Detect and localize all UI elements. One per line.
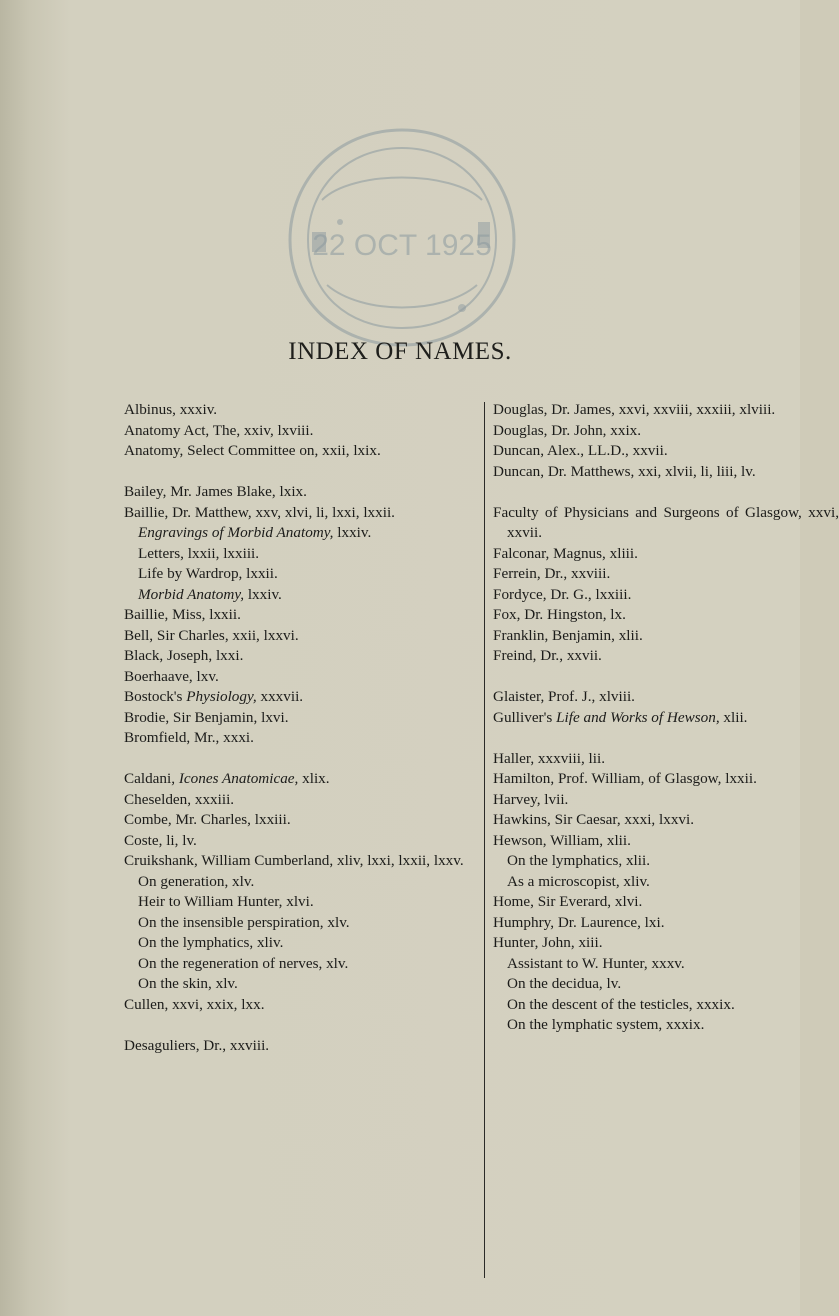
entry-text: As a microscopist, xliv. xyxy=(507,872,650,890)
index-entry xyxy=(124,851,470,872)
index-entry xyxy=(124,441,470,462)
entry-text: Duncan, Dr. Matthews, xxi, xlvii, li, liii, lv. xyxy=(493,462,756,480)
entry-text: On the lymphatics, xliv. xyxy=(138,934,284,951)
entry-text: Boerhaave, lxv. xyxy=(124,667,219,685)
index-entry xyxy=(124,687,470,708)
index-entry xyxy=(124,1036,470,1057)
entry-text: Assistant to W. Hunter, xxxv. xyxy=(507,954,685,972)
entry-text: Coste, li, lv. xyxy=(124,831,197,849)
entry-text: Fox, Dr. Hingston, lx. xyxy=(493,606,626,623)
index-entry xyxy=(124,400,470,421)
entry-text: Combe, Mr. Charles, lxxiii. xyxy=(124,811,291,828)
entry-text: On the lymphatic system, xxxix. xyxy=(507,1016,705,1033)
index-entry xyxy=(493,687,839,708)
entry-title-italic: Physiology, xyxy=(186,688,257,705)
entry-text: Bell, Sir Charles, xxii, lxxvi. xyxy=(124,626,299,644)
entry-text: Douglas, Dr. James, xxvi, xxviii, xxxiii, xlviii. xyxy=(493,401,776,418)
entry-text: Desaguliers, Dr., xxviii. xyxy=(124,1036,270,1054)
index-entry xyxy=(493,421,839,442)
entry-text: Anatomy Act, The, xxiv, lxviii. xyxy=(124,421,314,439)
entry-text: On the decidua, lv. xyxy=(507,975,622,992)
index-entry xyxy=(124,646,470,667)
index-entry xyxy=(493,564,839,585)
entry-text: On the regeneration of nerves, xlv. xyxy=(138,954,349,972)
index-entry xyxy=(493,769,839,790)
index-subentry xyxy=(124,544,470,565)
entry-text: Hawkins, Sir Caesar, xxxi, lxxvi. xyxy=(493,811,695,828)
index-entry xyxy=(124,667,470,688)
index-entry xyxy=(124,728,470,749)
entry-text: Bostock's xyxy=(124,688,187,705)
index-entry xyxy=(493,462,839,483)
entry-text: Duncan, Alex., LL.D., xxvii. xyxy=(493,442,668,459)
index-subentry xyxy=(493,872,839,893)
index-entry xyxy=(124,605,470,626)
index-entry xyxy=(124,810,470,831)
entry-text: On the lymphatics, xlii. xyxy=(507,852,650,869)
index-column-left xyxy=(124,400,470,1056)
entry-text: Fordyce, Dr. G., lxxiii. xyxy=(493,585,632,603)
entry-title-italic: Engravings of Morbid Anatomy, xyxy=(138,524,334,541)
index-entry xyxy=(493,933,839,954)
index-entry xyxy=(493,892,839,913)
index-subentry xyxy=(493,995,839,1016)
entry-text: On the skin, xlv. xyxy=(138,975,238,992)
index-entry xyxy=(124,482,470,503)
entry-text: Baillie, Miss, lxxii. xyxy=(124,606,241,623)
entry-text: Heir to William Hunter, xlvi. xyxy=(138,893,314,910)
entry-pages: xlix. xyxy=(298,770,330,787)
entry-text: lxxiv. xyxy=(333,524,372,541)
entry-text: Bromfield, Mr., xxxi. xyxy=(124,729,254,746)
index-entry xyxy=(493,400,839,421)
index-subentry xyxy=(124,954,470,975)
entry-text: Glaister, Prof. J., xlviii. xyxy=(493,688,635,705)
page-title: INDEX OF NAMES. xyxy=(288,338,512,365)
entry-text: Anatomy, Select Committee on, xxii, lxix. xyxy=(124,442,381,459)
entry-text: On the descent of the testicles, xxxix. xyxy=(507,995,735,1013)
index-subentry xyxy=(493,851,839,872)
index-entry xyxy=(493,441,839,462)
index-entry xyxy=(493,605,839,626)
index-subentry xyxy=(124,974,470,995)
index-entry xyxy=(493,585,839,606)
index-entry xyxy=(493,831,839,852)
library-stamp-icon xyxy=(252,110,552,370)
entry-text: Faculty of Physicians and Surgeons of Glasgow, xxvi, xxvii. xyxy=(493,503,839,541)
index-entry xyxy=(493,790,839,811)
entry-text: Home, Sir Everard, xlvi. xyxy=(493,893,643,910)
index-subentry xyxy=(124,913,470,934)
index-entry xyxy=(493,810,839,831)
entry-text: Haller, xxxviii, lii. xyxy=(493,749,606,767)
entry-spacer xyxy=(124,749,470,770)
entry-text: Cruikshank, William Cumberland, xliv, lxxi, lxxii, lxxv. xyxy=(124,852,464,869)
entry-pages: xlii. xyxy=(719,708,748,726)
entry-text: Hamilton, Prof. William, of Glasgow, lxxii. xyxy=(493,770,757,787)
entry-text: Franklin, Benjamin, xlii. xyxy=(493,626,643,644)
entry-text: Hewson, William, xlii. xyxy=(493,831,631,849)
index-entry xyxy=(124,626,470,647)
entry-text: Brodie, Sir Benjamin, lxvi. xyxy=(124,708,289,726)
index-entry xyxy=(124,503,470,524)
entry-text: Letters, lxxii, lxxiii. xyxy=(138,544,260,562)
entry-text: Caldani, xyxy=(124,770,179,787)
index-subentry xyxy=(124,892,470,913)
entry-text: Gulliver's xyxy=(493,708,557,726)
entry-text: On generation, xlv. xyxy=(138,872,255,890)
index-column-right xyxy=(493,400,839,1036)
index-entry xyxy=(493,749,839,770)
index-entry xyxy=(493,646,839,667)
entry-text: Freind, Dr., xxvii. xyxy=(493,647,602,664)
index-entry xyxy=(493,913,839,934)
index-entry xyxy=(124,708,470,729)
entry-spacer xyxy=(493,728,839,749)
index-subentry xyxy=(124,933,470,954)
entry-text: Black, Joseph, lxxi. xyxy=(124,647,244,664)
entry-text: On the insensible perspiration, xlv. xyxy=(138,913,350,931)
entry-text: Hunter, John, xiii. xyxy=(493,934,603,951)
index-entry xyxy=(493,626,839,647)
entry-text: Douglas, Dr. John, xxix. xyxy=(493,421,642,439)
entry-spacer xyxy=(493,482,839,503)
index-entry xyxy=(124,790,470,811)
entry-text: Ferrein, Dr., xxviii. xyxy=(493,565,611,582)
index-subentry xyxy=(493,954,839,975)
index-subentry xyxy=(493,1015,839,1036)
index-entry xyxy=(124,995,470,1016)
index-entry xyxy=(124,421,470,442)
entry-spacer xyxy=(124,1015,470,1036)
entry-text: Baillie, Dr. Matthew, xxv, xlvi, li, lxxi, lxxii. xyxy=(124,503,395,521)
entry-text: Humphry, Dr. Laurence, lxi. xyxy=(493,913,665,931)
entry-pages: xxxvii. xyxy=(256,688,304,705)
stamp-date: 22 OCT 1925 xyxy=(312,229,492,262)
entry-spacer xyxy=(124,462,470,483)
column-divider xyxy=(484,402,485,1278)
index-entry xyxy=(124,831,470,852)
index-entry xyxy=(493,544,839,565)
index-entry xyxy=(124,769,470,790)
entry-text: Cullen, xxvi, xxix, lxx. xyxy=(124,995,265,1013)
entry-title-italic: Icones Anatomicae, xyxy=(178,770,299,787)
entry-text: Harvey, lvii. xyxy=(493,790,569,808)
index-subentry xyxy=(124,523,470,544)
index-subentry xyxy=(124,564,470,585)
entry-text: Bailey, Mr. James Blake, lxix. xyxy=(124,483,307,500)
index-subentry xyxy=(124,872,470,893)
entry-text: Albinus, xxxiv. xyxy=(124,401,218,418)
index-entry xyxy=(493,503,839,544)
index-entry xyxy=(493,708,839,729)
index-subentry xyxy=(493,974,839,995)
entry-title-italic: Morbid Anatomy, xyxy=(138,585,245,603)
entry-text: lxxiv. xyxy=(244,585,282,603)
entry-spacer xyxy=(493,667,839,688)
index-subentry xyxy=(124,585,470,606)
entry-text: Life by Wardrop, lxxii. xyxy=(138,565,278,582)
entry-title-italic: Life and Works of Hewson, xyxy=(556,708,720,726)
entry-text: Cheselden, xxxiii. xyxy=(124,790,235,808)
entry-text: Falconar, Magnus, xliii. xyxy=(493,544,638,562)
